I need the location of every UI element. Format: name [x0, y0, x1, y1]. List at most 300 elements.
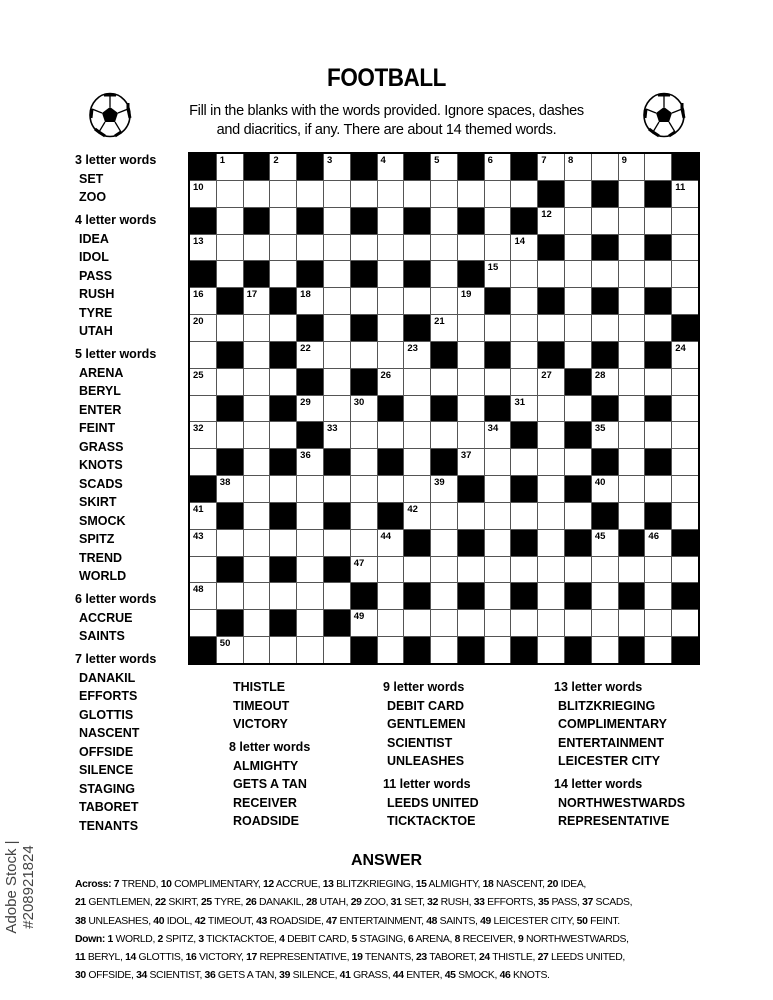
grid-cell[interactable] [431, 530, 457, 556]
black-cell [351, 208, 377, 234]
answer-word: ROADSIDE [269, 915, 321, 927]
grid-cell[interactable] [297, 610, 323, 636]
grid-cell[interactable] [190, 610, 216, 636]
grid-cell[interactable] [645, 610, 671, 636]
grid-cell[interactable] [672, 610, 698, 636]
word-item: NASCENT [79, 726, 140, 740]
grid-cell[interactable] [297, 583, 323, 609]
grid-cell[interactable] [404, 288, 430, 314]
grid-cell[interactable] [538, 557, 564, 583]
grid-cell[interactable] [672, 181, 698, 207]
grid-cell[interactable] [244, 583, 270, 609]
grid-cell[interactable] [645, 637, 671, 663]
grid-cell[interactable] [619, 422, 645, 448]
grid-cell[interactable] [378, 422, 404, 448]
instructions [150, 102, 623, 140]
grid-cell[interactable] [538, 396, 564, 422]
black-cell [538, 288, 564, 314]
grid-cell[interactable] [619, 449, 645, 475]
grid-cell[interactable] [190, 181, 216, 207]
grid-cell[interactable] [297, 503, 323, 529]
grid-cell[interactable] [324, 342, 350, 368]
grid-cell[interactable] [565, 181, 591, 207]
grid-cell[interactable] [458, 315, 484, 341]
grid-cell[interactable] [378, 235, 404, 261]
grid-cell[interactable] [592, 261, 618, 287]
grid-cell[interactable] [592, 315, 618, 341]
grid-cell[interactable] [378, 261, 404, 287]
word-item: SKIRT [79, 495, 117, 509]
grid-cell[interactable] [270, 637, 296, 663]
grid-cell[interactable] [592, 530, 618, 556]
grid-cell[interactable] [485, 530, 511, 556]
grid-cell[interactable] [592, 208, 618, 234]
grid-cell[interactable] [485, 449, 511, 475]
grid-cell[interactable] [244, 637, 270, 663]
grid-cell[interactable] [244, 315, 270, 341]
grid-cell[interactable] [458, 422, 484, 448]
grid-cell[interactable] [538, 154, 564, 180]
grid-cell[interactable] [458, 449, 484, 475]
grid-cell[interactable] [645, 315, 671, 341]
grid-cell[interactable] [619, 154, 645, 180]
grid-cell[interactable] [404, 396, 430, 422]
grid-cell[interactable] [485, 476, 511, 502]
black-cell [217, 610, 243, 636]
grid-cell[interactable] [511, 288, 537, 314]
grid-cell[interactable] [645, 261, 671, 287]
grid-cell[interactable] [244, 422, 270, 448]
black-cell [458, 530, 484, 556]
grid-cell[interactable] [645, 583, 671, 609]
grid-cell[interactable] [217, 208, 243, 234]
grid-cell[interactable] [244, 557, 270, 583]
grid-cell[interactable] [511, 557, 537, 583]
grid-cell[interactable] [672, 208, 698, 234]
grid-cell[interactable] [565, 288, 591, 314]
grid-cell[interactable] [511, 610, 537, 636]
grid-cell[interactable] [190, 449, 216, 475]
grid-cell[interactable] [270, 261, 296, 287]
grid-cell[interactable] [190, 342, 216, 368]
grid-cell[interactable] [431, 637, 457, 663]
grid-cell[interactable] [244, 449, 270, 475]
grid-cell[interactable] [324, 315, 350, 341]
grid-cell[interactable] [378, 369, 404, 395]
clue-number: 38 [219, 477, 231, 489]
grid-cell[interactable] [190, 583, 216, 609]
grid-cell[interactable] [592, 154, 618, 180]
grid-cell[interactable] [645, 476, 671, 502]
grid-cell[interactable] [538, 315, 564, 341]
grid-cell[interactable] [592, 422, 618, 448]
clue-number: 27 [541, 369, 552, 381]
word-item: OFFSIDE [79, 744, 134, 759]
grid-cell[interactable] [458, 369, 484, 395]
grid-cell[interactable] [351, 396, 377, 422]
grid-cell[interactable] [619, 261, 645, 287]
clue-number: 18 [300, 289, 311, 301]
grid-cell[interactable] [324, 476, 350, 502]
grid-cell[interactable] [378, 637, 404, 663]
grid-cell[interactable] [404, 422, 430, 448]
grid-cell[interactable] [244, 396, 270, 422]
grid-cell[interactable] [378, 288, 404, 314]
answer-line: 30 OFFSIDE, 34 SCIENTIST, 36 GETS A TAN, 39 SILENCE, 41 GRASS, 44 ENTER, 45 SMOCK, 46 KNOTS. [75, 970, 550, 982]
grid-cell[interactable] [324, 369, 350, 395]
grid-cell[interactable] [324, 235, 350, 261]
grid-cell[interactable] [619, 181, 645, 207]
grid-cell[interactable] [351, 476, 377, 502]
grid-cell[interactable] [672, 235, 698, 261]
grid-cell[interactable] [431, 154, 457, 180]
grid-cell[interactable] [324, 261, 350, 287]
grid-cell[interactable] [404, 557, 430, 583]
grid-cell[interactable] [378, 208, 404, 234]
grid-cell[interactable] [511, 369, 537, 395]
grid-cell[interactable] [619, 235, 645, 261]
grid-cell[interactable] [244, 610, 270, 636]
grid-cell[interactable] [645, 422, 671, 448]
grid-cell[interactable] [672, 503, 698, 529]
grid-cell[interactable] [297, 342, 323, 368]
word-item: UNLEASHES [387, 754, 465, 768]
grid-cell[interactable] [297, 637, 323, 663]
grid-cell[interactable] [672, 396, 698, 422]
answer-word: LEEDS UNITED [550, 952, 623, 964]
grid-cell[interactable] [538, 369, 564, 395]
grid-cell[interactable] [190, 315, 216, 341]
answer-word: DEBIT CARD [287, 933, 347, 945]
grid-cell[interactable] [485, 154, 511, 180]
grid-cell[interactable] [431, 557, 457, 583]
grid-cell[interactable] [404, 449, 430, 475]
grid-cell[interactable] [270, 422, 296, 448]
grid-cell[interactable] [190, 530, 216, 556]
grid-cell[interactable] [511, 261, 537, 287]
grid-cell[interactable] [217, 315, 243, 341]
grid-cell[interactable] [217, 422, 243, 448]
grid-cell[interactable] [324, 154, 350, 180]
grid-cell[interactable] [672, 476, 698, 502]
grid-cell[interactable] [619, 610, 645, 636]
grid-cell[interactable] [297, 557, 323, 583]
grid-cell[interactable] [378, 583, 404, 609]
black-cell [645, 288, 671, 314]
grid-cell[interactable] [511, 342, 537, 368]
grid-cell[interactable] [485, 422, 511, 448]
grid-cell[interactable] [217, 369, 243, 395]
grid-cell[interactable] [404, 503, 430, 529]
grid-cell[interactable] [217, 637, 243, 663]
grid-cell[interactable] [431, 235, 457, 261]
grid-cell[interactable] [431, 610, 457, 636]
grid-cell[interactable] [378, 315, 404, 341]
grid-cell[interactable] [645, 557, 671, 583]
grid-cell[interactable] [270, 476, 296, 502]
grid-cell[interactable] [244, 369, 270, 395]
grid-cell[interactable] [378, 530, 404, 556]
grid-cell[interactable] [565, 208, 591, 234]
grid-cell[interactable] [565, 315, 591, 341]
grid-cell[interactable] [244, 530, 270, 556]
grid-cell[interactable] [324, 583, 350, 609]
black-cell [619, 530, 645, 556]
clue-number: 6 [487, 155, 493, 166]
grid-cell[interactable] [324, 181, 350, 207]
grid-cell[interactable] [645, 369, 671, 395]
grid-cell[interactable] [217, 476, 243, 502]
grid-cell[interactable] [324, 637, 350, 663]
grid-cell[interactable] [270, 154, 296, 180]
grid-cell[interactable] [378, 154, 404, 180]
grid-cell[interactable] [270, 369, 296, 395]
grid-cell[interactable] [565, 449, 591, 475]
grid-cell[interactable] [538, 637, 564, 663]
grid-cell[interactable] [565, 261, 591, 287]
grid-cell[interactable] [592, 369, 618, 395]
grid-cell[interactable] [324, 288, 350, 314]
grid-cell[interactable] [297, 181, 323, 207]
grid-cell[interactable] [592, 583, 618, 609]
grid-cell[interactable] [324, 530, 350, 556]
grid-cell[interactable] [351, 449, 377, 475]
grid-cell[interactable] [244, 342, 270, 368]
grid-cell[interactable] [619, 396, 645, 422]
grid-cell[interactable] [297, 396, 323, 422]
grid-cell[interactable] [404, 181, 430, 207]
grid-cell[interactable] [378, 610, 404, 636]
answer-word: IDOL [166, 915, 190, 927]
grid-cell[interactable] [324, 422, 350, 448]
grid-cell[interactable] [485, 208, 511, 234]
grid-cell[interactable] [270, 208, 296, 234]
grid-cell[interactable] [458, 610, 484, 636]
grid-cell[interactable] [565, 557, 591, 583]
grid-cell[interactable] [458, 235, 484, 261]
grid-cell[interactable] [592, 476, 618, 502]
grid-cell[interactable] [270, 583, 296, 609]
grid-cell[interactable] [538, 530, 564, 556]
grid-cell[interactable] [404, 369, 430, 395]
grid-cell[interactable] [672, 288, 698, 314]
grid-cell[interactable] [619, 342, 645, 368]
word-item: DANAKIL [79, 670, 136, 685]
grid-cell[interactable] [244, 503, 270, 529]
grid-cell[interactable] [431, 369, 457, 395]
grid-cell[interactable] [645, 208, 671, 234]
grid-cell[interactable] [244, 181, 270, 207]
grid-cell[interactable] [270, 235, 296, 261]
grid-cell[interactable] [485, 503, 511, 529]
grid-cell[interactable] [190, 422, 216, 448]
grid-cell[interactable] [458, 503, 484, 529]
grid-cell[interactable] [458, 557, 484, 583]
grid-cell[interactable] [672, 422, 698, 448]
grid-cell[interactable] [244, 235, 270, 261]
black-cell [297, 369, 323, 395]
grid-cell[interactable] [351, 342, 377, 368]
grid-cell[interactable] [619, 503, 645, 529]
grid-cell[interactable] [297, 235, 323, 261]
grid-cell[interactable] [485, 369, 511, 395]
grid-cell[interactable] [485, 583, 511, 609]
grid-cell[interactable] [190, 369, 216, 395]
grid-cell[interactable] [511, 449, 537, 475]
grid-cell[interactable] [672, 557, 698, 583]
grid-cell[interactable] [378, 181, 404, 207]
grid-cell[interactable] [458, 396, 484, 422]
grid-cell[interactable] [592, 557, 618, 583]
black-cell [431, 342, 457, 368]
grid-cell[interactable] [565, 235, 591, 261]
grid-cell[interactable] [645, 154, 671, 180]
grid-cell[interactable] [511, 235, 537, 261]
grid-cell[interactable] [565, 396, 591, 422]
grid-cell[interactable] [217, 530, 243, 556]
grid-cell[interactable] [217, 154, 243, 180]
answer-number: 33 [473, 897, 485, 909]
grid-cell[interactable] [431, 583, 457, 609]
grid-cell[interactable] [431, 422, 457, 448]
grid-cell[interactable] [485, 235, 511, 261]
clue-number: 30 [353, 396, 365, 408]
grid-cell[interactable] [511, 315, 537, 341]
grid-cell[interactable] [619, 208, 645, 234]
grid-cell[interactable] [538, 610, 564, 636]
grid-cell[interactable] [297, 449, 323, 475]
grid-cell[interactable] [538, 261, 564, 287]
grid-cell[interactable] [565, 503, 591, 529]
grid-cell[interactable] [538, 208, 564, 234]
grid-cell[interactable] [190, 396, 216, 422]
answer-number: 24 [479, 952, 490, 964]
answer-number: 22 [155, 897, 166, 909]
word-group [383, 775, 479, 831]
grid-cell[interactable] [431, 288, 457, 314]
grid-cell[interactable] [619, 557, 645, 583]
grid-cell[interactable] [404, 610, 430, 636]
grid-cell[interactable] [378, 557, 404, 583]
grid-cell[interactable] [431, 476, 457, 502]
grid-cell[interactable] [297, 530, 323, 556]
grid-cell[interactable] [672, 369, 698, 395]
grid-cell[interactable] [458, 288, 484, 314]
grid-cell[interactable] [458, 342, 484, 368]
answer-number: 41 [339, 970, 351, 982]
grid-cell[interactable] [351, 288, 377, 314]
grid-cell[interactable] [297, 476, 323, 502]
grid-cell[interactable] [190, 503, 216, 529]
grid-cell[interactable] [645, 530, 671, 556]
black-cell [672, 154, 698, 180]
grid-cell[interactable] [592, 610, 618, 636]
answer-number: 49 [480, 915, 491, 927]
grid-cell[interactable] [217, 235, 243, 261]
grid-cell[interactable] [672, 342, 698, 368]
grid-cell[interactable] [351, 503, 377, 529]
black-cell [404, 261, 430, 287]
grid-cell[interactable] [485, 610, 511, 636]
black-cell [378, 396, 404, 422]
grid-cell[interactable] [351, 530, 377, 556]
grid-cell[interactable] [538, 422, 564, 448]
grid-cell[interactable] [485, 181, 511, 207]
grid-cell[interactable] [217, 181, 243, 207]
grid-cell[interactable] [324, 396, 350, 422]
grid-cell[interactable] [565, 342, 591, 368]
black-cell [592, 503, 618, 529]
grid-cell[interactable] [565, 610, 591, 636]
grid-cell[interactable] [270, 530, 296, 556]
grid-cell[interactable] [431, 503, 457, 529]
answer-number: 19 [351, 952, 363, 964]
grid-cell[interactable] [378, 476, 404, 502]
grid-cell[interactable] [565, 154, 591, 180]
grid-cell[interactable] [511, 181, 537, 207]
grid-cell[interactable] [672, 449, 698, 475]
grid-cell[interactable] [672, 261, 698, 287]
grid-cell[interactable] [244, 288, 270, 314]
grid-cell[interactable] [538, 503, 564, 529]
grid-cell[interactable] [431, 315, 457, 341]
answer-word: COMPLIMENTARY [174, 879, 258, 890]
grid-cell[interactable] [404, 235, 430, 261]
grid-cell[interactable] [511, 396, 537, 422]
black-cell [217, 396, 243, 422]
grid-cell[interactable] [324, 208, 350, 234]
grid-cell[interactable] [619, 369, 645, 395]
grid-cell[interactable] [190, 235, 216, 261]
grid-cell[interactable] [431, 181, 457, 207]
answer-number: 18 [482, 879, 494, 890]
grid-cell[interactable] [485, 261, 511, 287]
grid-cell[interactable] [270, 181, 296, 207]
grid-cell[interactable] [485, 637, 511, 663]
grid-cell[interactable] [511, 503, 537, 529]
clue-number: 47 [353, 557, 365, 569]
grid-cell[interactable] [485, 315, 511, 341]
grid-cell[interactable] [592, 637, 618, 663]
grid-cell[interactable] [297, 288, 323, 314]
grid-cell[interactable] [431, 261, 457, 287]
grid-cell[interactable] [485, 557, 511, 583]
grid-cell[interactable] [378, 342, 404, 368]
grid-cell[interactable] [351, 181, 377, 207]
grid-cell[interactable] [538, 583, 564, 609]
grid-cell[interactable] [538, 476, 564, 502]
grid-cell[interactable] [270, 315, 296, 341]
grid-cell[interactable] [538, 449, 564, 475]
grid-cell[interactable] [431, 208, 457, 234]
grid-cell[interactable] [190, 288, 216, 314]
grid-cell[interactable] [217, 261, 243, 287]
grid-cell[interactable] [458, 181, 484, 207]
grid-cell[interactable] [619, 288, 645, 314]
grid-cell[interactable] [351, 610, 377, 636]
grid-cell[interactable] [351, 557, 377, 583]
grid-cell[interactable] [217, 583, 243, 609]
grid-cell[interactable] [351, 235, 377, 261]
grid-cell[interactable] [404, 342, 430, 368]
grid-cell[interactable] [619, 476, 645, 502]
grid-cell[interactable] [190, 557, 216, 583]
grid-cell[interactable] [404, 476, 430, 502]
answer-word: ALMIGHTY [428, 879, 478, 890]
grid-cell[interactable] [619, 315, 645, 341]
grid-cell[interactable] [244, 476, 270, 502]
grid-cell[interactable] [351, 422, 377, 448]
